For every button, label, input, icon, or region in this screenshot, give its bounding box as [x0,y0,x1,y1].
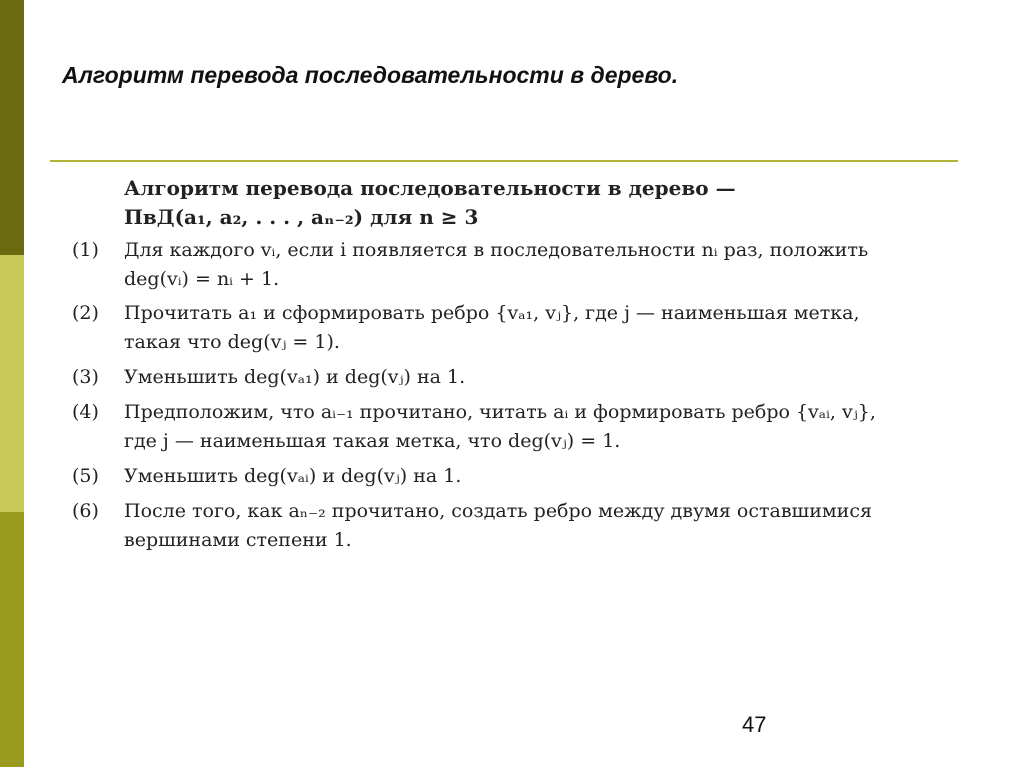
algorithm-step [72,462,992,491]
algorithm-heading-line: ПвД(a₁, a₂, . . . , aₙ₋₂) для n ≥ 3 [124,205,479,229]
algorithm-block [72,174,992,555]
sidebar-stripe-bottom [0,512,24,767]
step-text [124,236,992,294]
algorithm-step [72,497,992,555]
algorithm-heading-line: Алгоритм перевода последовательности в дерево — [124,176,736,200]
step-number: (6) [72,500,99,522]
step-line: такая что deg(vⱼ = 1). [124,331,340,353]
sidebar-stripe-middle [0,255,24,512]
step-line: Уменьшить deg(vₐᵢ) и deg(vⱼ) на 1. [124,465,462,487]
step-number: (2) [72,302,99,324]
step-number: (1) [72,239,99,261]
step-text [124,363,992,392]
step-line: deg(vᵢ) = nᵢ + 1. [124,268,280,290]
algorithm-step [72,299,992,357]
step-line: Для каждого vᵢ, если i появляется в последовательности nᵢ раз, положить [124,239,869,261]
step-text [124,398,992,456]
algorithm-step [72,398,992,456]
sidebar-stripe-top [0,0,24,255]
title-divider [50,160,958,162]
algorithm-step [72,236,992,294]
step-number: (3) [72,366,99,388]
step-line: Уменьшить deg(vₐ₁) и deg(vⱼ) на 1. [124,366,466,388]
step-number: (4) [72,401,99,423]
step-line: где j — наименьшая такая метка, что deg(vⱼ) = 1. [124,430,621,452]
step-text [124,462,992,491]
step-line: Прочитать a₁ и сформировать ребро {vₐ₁, vⱼ}, где j — наименьшая метка, [124,302,860,324]
algorithm-heading [124,174,992,232]
step-line: вершинами степени 1. [124,529,352,551]
page-number: 47 [742,712,767,737]
step-text [124,299,992,357]
slide-title: Алгоритм перевода последовательности в дерево. [62,62,679,88]
step-text [124,497,992,555]
step-number: (5) [72,465,99,487]
step-line: После того, как aₙ₋₂ прочитано, создать ребро между двумя оставшимися [124,500,872,522]
step-line: Предположим, что aᵢ₋₁ прочитано, читать aᵢ и формировать ребро {vₐᵢ, vⱼ}, [124,401,876,423]
algorithm-step [72,363,992,392]
